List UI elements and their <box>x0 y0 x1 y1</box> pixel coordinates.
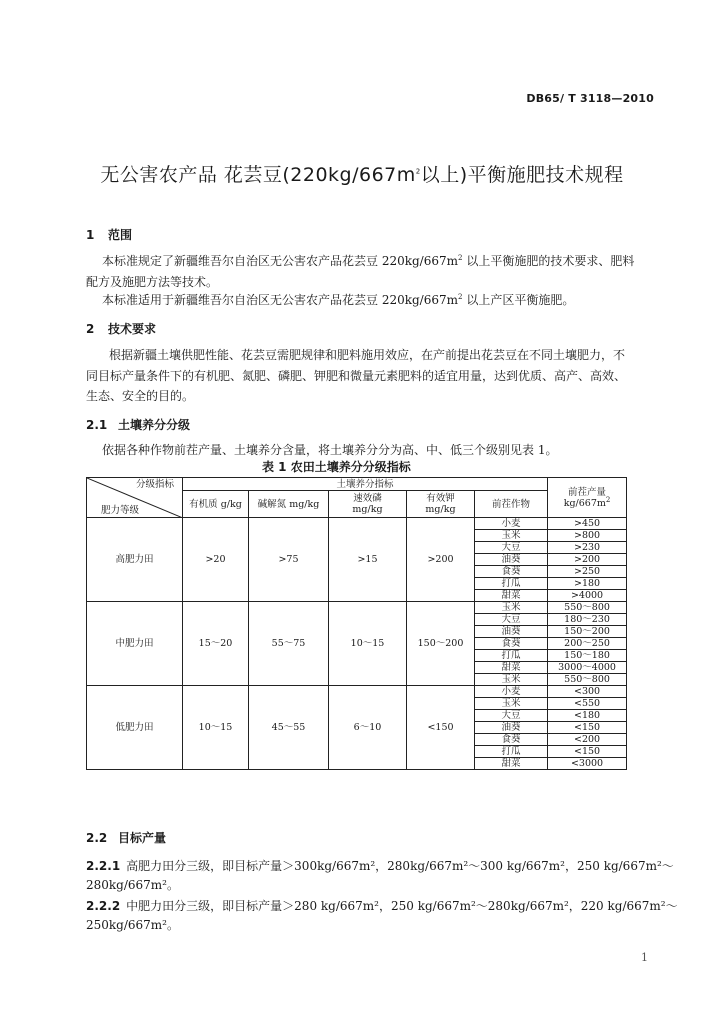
header-previous-yield: 前茬产量 $kg/667m^2$ <box>548 478 627 518</box>
standard-number: DB65/ T 3118—2010 <box>526 92 654 105</box>
section-1-para-1-cont: 配方及施肥方法等技术。 <box>86 275 219 289</box>
previous-crop: 食葵 <box>475 566 548 578</box>
previous-yield: 150～200 <box>548 626 627 638</box>
previous-yield: 3000～4000 <box>548 662 627 674</box>
previous-yield: >180 <box>548 578 627 590</box>
section-2-2-2-line-2: 250kg/667m²。 <box>86 918 179 932</box>
previous-crop: 打瓜 <box>475 578 548 590</box>
section-1-para-1: 本标准规定了新疆维吾尔自治区无公害农产品花芸豆 $220kg/667m^2$ 以上平衡施肥的技术要求、肥料 <box>102 254 635 268</box>
previous-yield: 550～800 <box>548 674 627 686</box>
alkali-n-value: 45～55 <box>249 686 329 770</box>
available-k-value: >200 <box>407 518 475 602</box>
previous-yield: <150 <box>548 722 627 734</box>
table-caption: 表 1 农田土壤养分分级指标 <box>262 460 411 474</box>
previous-crop: 小麦 <box>475 686 548 698</box>
section-1-para-2: 本标准适用于新疆维吾尔自治区无公害农产品花芸豆 $220kg/667m^2$ 以上产区平衡施肥。 <box>102 293 575 307</box>
section-2-2-1-line-2: 280kg/667m²。 <box>86 878 179 892</box>
organic-matter-value: 15～20 <box>183 602 249 686</box>
diagonal-header-cell <box>87 478 183 518</box>
previous-crop: 食葵 <box>475 734 548 746</box>
previous-crop: 食葵 <box>475 638 548 650</box>
header-fertility-level: 肥力等级 <box>101 505 140 516</box>
header-grading-indicator: 分级指标 <box>135 479 174 490</box>
level-name: 高肥力田 <box>87 518 183 602</box>
page-number: 1 <box>641 951 648 964</box>
available-k-value: 150～200 <box>407 602 475 686</box>
previous-yield: <200 <box>548 734 627 746</box>
available-p-value: >15 <box>329 518 407 602</box>
previous-crop: 大豆 <box>475 614 548 626</box>
previous-crop: 大豆 <box>475 710 548 722</box>
header-organic-matter: 有机质 g/kg <box>183 491 249 518</box>
table-row <box>87 518 627 530</box>
previous-yield: >200 <box>548 554 627 566</box>
previous-crop: 玉米 <box>475 530 548 542</box>
header-previous-crop: 前茬作物 <box>475 491 548 518</box>
section-2-2-1-line-1: 2.2.1 高肥力田分三级，即目标产量＞300kg/667m²，280kg/667m²～300 kg/667m²，250 kg/667m²～ <box>86 859 674 873</box>
available-p-value: 6～10 <box>329 686 407 770</box>
previous-yield: <180 <box>548 710 627 722</box>
header-soil-nutrient-indicator: 土壤养分指标 <box>183 478 548 491</box>
level-name: 低肥力田 <box>87 686 183 770</box>
previous-yield: <150 <box>548 746 627 758</box>
previous-yield: <550 <box>548 698 627 710</box>
available-p-value: 10～15 <box>329 602 407 686</box>
section-2-2-heading: 2.2 目标产量 <box>86 831 167 845</box>
previous-crop: 甜菜 <box>475 590 548 602</box>
section-2-para-line-1: 根据新疆土壤供肥性能、花芸豆需肥规律和肥料施用效应，在产前提出花芸豆在不同土壤肥力，不 <box>109 348 626 362</box>
previous-yield: <3000 <box>548 758 627 770</box>
section-2-2-2-line-1: 2.2.2 中肥力田分三级，即目标产量＞280 kg/667m²，250 kg/667m²～280kg/667m²，220 kg/667m²～ <box>86 899 678 913</box>
previous-crop: 甜菜 <box>475 662 548 674</box>
soil-nutrient-grading-table <box>86 477 627 770</box>
previous-crop: 玉米 <box>475 602 548 614</box>
table-row <box>87 686 627 698</box>
previous-yield: 200～250 <box>548 638 627 650</box>
previous-yield: <300 <box>548 686 627 698</box>
previous-yield: >4000 <box>548 590 627 602</box>
previous-crop: 大豆 <box>475 542 548 554</box>
previous-yield: 180～230 <box>548 614 627 626</box>
previous-crop: 油葵 <box>475 626 548 638</box>
previous-yield: >250 <box>548 566 627 578</box>
section-2-para-line-2: 同目标产量条件下的有机肥、氮肥、磷肥、钾肥和微量元素肥料的适宜用量，达到优质、高产、高效、 <box>86 369 627 383</box>
header-available-p: 速效磷 mg/kg <box>329 491 407 518</box>
alkali-n-value: 55～75 <box>249 602 329 686</box>
document-title: 无公害农产品 花芸豆($220kg/667m^2$以上)平衡施肥技术规程 <box>100 164 624 186</box>
previous-yield: >800 <box>548 530 627 542</box>
previous-yield: 550～800 <box>548 602 627 614</box>
table-row <box>87 602 627 614</box>
previous-crop: 打瓜 <box>475 650 548 662</box>
alkali-n-value: >75 <box>249 518 329 602</box>
previous-crop: 小麦 <box>475 518 548 530</box>
header-alkali-n: 碱解氮 mg/kg <box>249 491 329 518</box>
section-2-heading: 2 技术要求 <box>86 322 157 336</box>
previous-crop: 油葵 <box>475 722 548 734</box>
section-2-1-heading: 2.1 土壤养分分级 <box>86 418 191 432</box>
previous-crop: 玉米 <box>475 698 548 710</box>
organic-matter-value: 10～15 <box>183 686 249 770</box>
section-2-para-line-3: 生态、安全的目的。 <box>86 389 195 403</box>
previous-yield: >230 <box>548 542 627 554</box>
previous-crop: 油葵 <box>475 554 548 566</box>
previous-crop: 玉米 <box>475 674 548 686</box>
previous-yield: 150～180 <box>548 650 627 662</box>
section-1-heading: 1 范围 <box>86 228 133 242</box>
level-name: 中肥力田 <box>87 602 183 686</box>
section-2-1-para: 依据各种作物前茬产量、土壤养分含量，将土壤养分分为高、中、低三个级别见表 1。 <box>102 443 558 457</box>
organic-matter-value: >20 <box>183 518 249 602</box>
header-available-k: 有效钾 mg/kg <box>407 491 475 518</box>
previous-crop: 甜菜 <box>475 758 548 770</box>
available-k-value: <150 <box>407 686 475 770</box>
previous-yield: >450 <box>548 518 627 530</box>
previous-crop: 打瓜 <box>475 746 548 758</box>
